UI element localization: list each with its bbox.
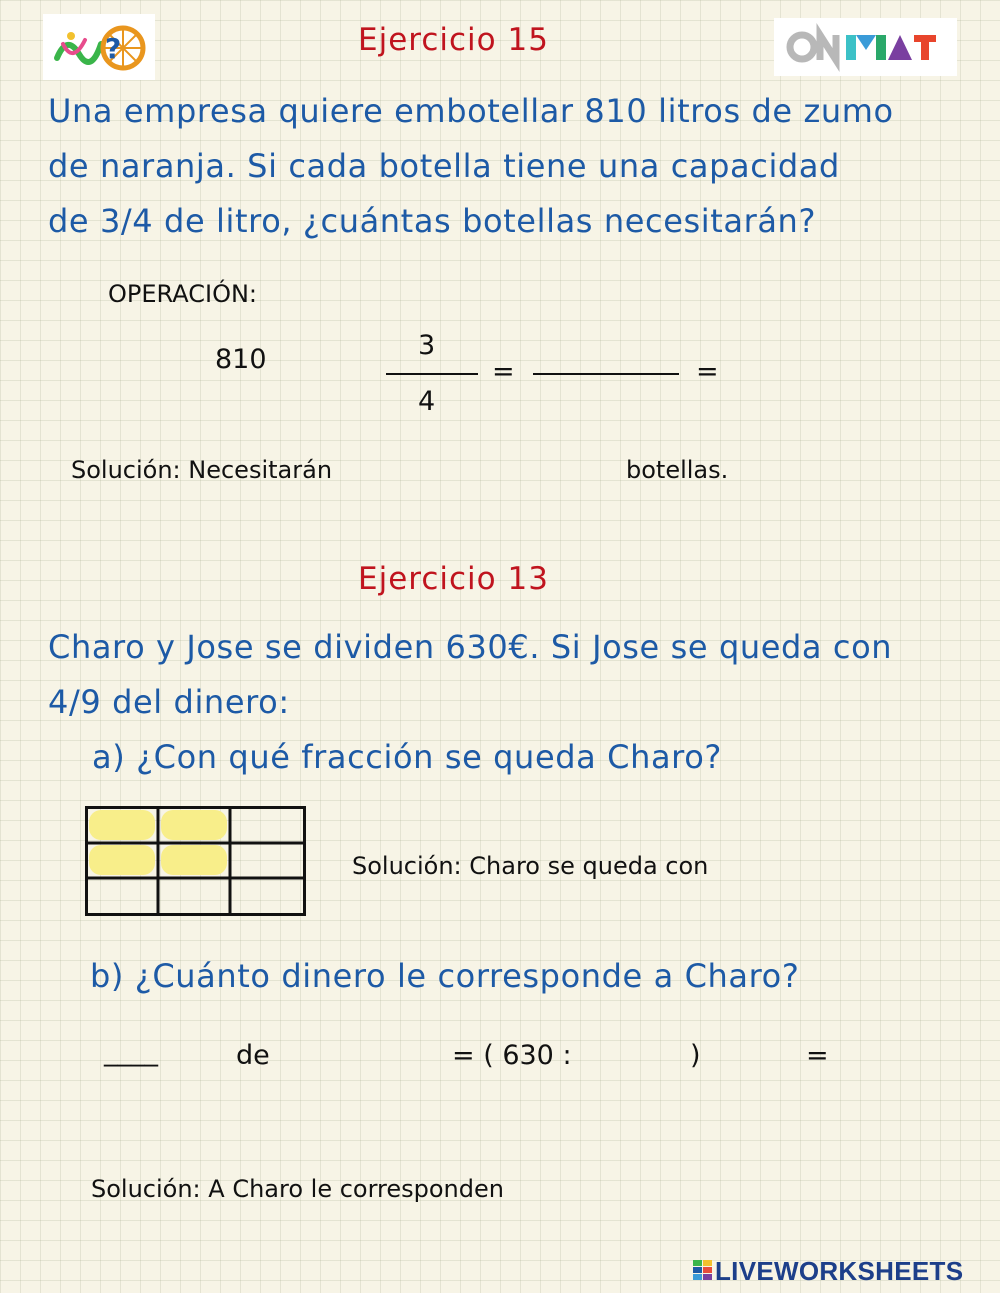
fraction-denominator: 4	[418, 386, 436, 417]
logo-onmat	[774, 18, 957, 76]
problem-13-line-1: Charo y Jose se dividen 630€. Si Jose se queda con	[48, 628, 893, 666]
equals-sign-2: =	[696, 356, 719, 387]
fraction-numerator: 3	[418, 330, 436, 361]
fraction-grid	[85, 806, 306, 916]
solution-15-prefix: Solución: Necesitarán	[71, 456, 333, 484]
division-expression: = ( 630 :	[452, 1040, 572, 1071]
logo-left	[43, 14, 155, 80]
solution-15-suffix: botellas.	[626, 456, 729, 484]
svg-text:?: ?	[105, 32, 122, 65]
answer-blank-line[interactable]	[533, 373, 679, 375]
liveworksheets-text: LIVEWORKSHEETS	[715, 1256, 964, 1286]
close-paren: )	[690, 1040, 701, 1071]
problem-15-line-1: Una empresa quiere embotellar 810 litros de zumo	[48, 92, 894, 130]
exercise-13-title: Ejercicio 13	[358, 561, 549, 597]
equals-sign-3: =	[806, 1040, 829, 1071]
fraction-bar	[386, 373, 478, 375]
equals-sign-1: =	[492, 356, 515, 387]
liveworksheets-icon	[693, 1260, 713, 1282]
solution-a: Solución: Charo se queda con	[352, 852, 709, 880]
problem-15-line-3: de 3/4 de litro, ¿cuántas botellas necesitarán?	[48, 202, 817, 240]
operation-label: OPERACIÓN:	[108, 280, 257, 308]
solution-b: Solución: A Charo le corresponden	[91, 1175, 504, 1203]
blank-input[interactable]: ____	[104, 1036, 158, 1067]
problem-15-line-2: de naranja. Si cada botella tiene una capacidad	[48, 147, 840, 185]
question-b: b) ¿Cuánto dinero le corresponde a Charo?	[90, 957, 800, 995]
liveworksheets-logo	[693, 1256, 993, 1286]
problem-13-line-2: 4/9 del dinero:	[48, 683, 290, 721]
exercise-15-title: Ejercicio 15	[358, 22, 549, 58]
de-label: de	[236, 1040, 270, 1071]
question-a: a) ¿Con qué fracción se queda Charo?	[92, 738, 722, 776]
operand-810: 810	[215, 344, 267, 375]
